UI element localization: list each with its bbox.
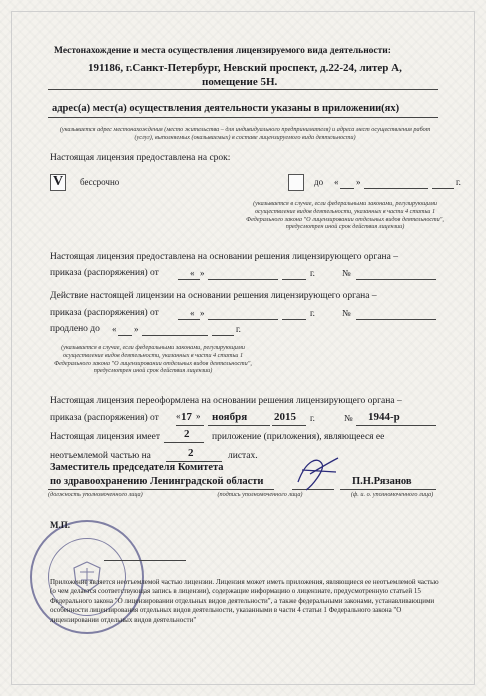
signer-name: П.Н.Рязанов: [352, 476, 412, 487]
reissued-day-line: [176, 425, 204, 426]
granted-quote-open: «: [190, 268, 195, 278]
reissued-order-label: приказа (распоряжения) от: [50, 413, 159, 423]
reissued-month: ноября: [212, 411, 248, 423]
address-line-1: 191186, г.Санкт-Петербург, Невский проспект, д.22-24, литер А,: [88, 62, 402, 74]
granted-month-line: [208, 279, 278, 280]
extended-quote-close: »: [200, 308, 205, 318]
address-note: адрес(а) мест(а) осуществления деятельности указаны в приложении(ях): [52, 103, 400, 114]
until-year-line: [432, 188, 454, 189]
extended-caption: (указывается в случае, если федеральными законами, регулирующими осуществление видов деятельности, указанных в части 4 статьи 1 Федерального закона "О лицензировании отдельных видов деятельности", предусмотрен иной срок действия лицензии): [54, 344, 252, 375]
appendix-sheets: 2: [188, 447, 194, 459]
extended-until-day-line: [118, 335, 132, 336]
signer-position-line-1: Заместитель председателя Комитета: [50, 462, 224, 473]
caption-signature: (подпись уполномоченного лица): [217, 491, 303, 498]
signer-name-line: [340, 489, 436, 490]
until-checkbox: [288, 174, 304, 191]
extended-order-label: приказа (распоряжения) от: [50, 308, 159, 318]
extended-line: Действие настоящей лицензии на основании решения лицензирующего органа –: [50, 291, 377, 301]
appendix-count-line: [164, 442, 204, 443]
until-year-suffix: г.: [456, 177, 461, 187]
handwritten-signature: [292, 452, 342, 494]
extended-until-quote-close: »: [134, 324, 139, 334]
mp-label: М.П.: [50, 520, 70, 530]
until-caption: (указывается в случае, если федеральными законами, регулирующими осуществление видов деятельности, указанных в части 4 статьи 1 Федерального закона "О лицензировании отдельных видов деятельности", предусмотрен иной срок действия лицензии): [246, 200, 444, 231]
extended-year-suffix: г.: [310, 308, 315, 318]
extended-until-year-suffix: г.: [236, 324, 241, 334]
reissued-line: Настоящая лицензия переоформлена на основании решения лицензирующего органа –: [50, 396, 402, 406]
until-day-line: [340, 188, 354, 189]
granted-quote-close: »: [200, 268, 205, 278]
term-label: Настоящая лицензия предоставлена на срок:: [50, 153, 231, 163]
extended-number-sign: №: [342, 308, 351, 318]
extended-day-line: [178, 319, 200, 320]
extended-number-line: [356, 319, 436, 320]
extended-until-year-line: [212, 335, 234, 336]
extended-until-month-line: [142, 335, 208, 336]
until-label: до: [314, 177, 324, 187]
caption-position: (должность уполномоченного лица): [48, 491, 143, 498]
extended-until-label: продлено до: [50, 324, 100, 334]
extended-month-line: [208, 319, 278, 320]
reissued-year-suffix: г.: [310, 413, 315, 423]
appendix-integral-label: неотъемлемой частью на: [50, 451, 151, 461]
until-month-line: [364, 188, 428, 189]
signer-position-line-2: по здравоохранению Ленинградской области: [50, 476, 264, 487]
extended-year-line: [282, 319, 306, 320]
appendix-label: приложение (приложения), являющееся ее: [212, 432, 385, 442]
address-caption: (указывается адрес местонахождения (место жительства – для индивидуального предпринимателя) и адреса мест осуществления работ (услуг), выполняемых (оказываемых) в составе лицензируемого вида деятельности): [59, 126, 431, 141]
address-note-underline: [48, 117, 438, 118]
appendix-count: 2: [184, 428, 190, 440]
indefinite-checkbox: [50, 174, 66, 191]
granted-number-sign: №: [342, 268, 351, 278]
reissued-year: 2015: [274, 411, 296, 423]
granted-year-suffix: г.: [310, 268, 315, 278]
footer-note: Приложение является неотъемлемой частью лицензии. Лицензия может иметь приложения, являющиеся ее неотъемлемой частью (о чем делается соответствующая запись в лицензии), содержащие информацию о лицензиате, предусмотренную статьей 15 Федерального закона "О лицензировании отдельных видов деятельности", а также федеральными законами, устанавливающими особенности лицензирования отдельных видов деятельности, указанными в части 4 статьи 1 Федерального закона "О лицензировании отдельных видов деятельности": [50, 578, 439, 624]
extended-quote-open: «: [190, 308, 195, 318]
extended-until-quote-open: «: [112, 324, 117, 334]
place-title: Местонахождение и места осуществления лицензируемого вида деятельности:: [54, 46, 391, 56]
reissued-quote-close: »: [196, 411, 201, 421]
reissued-year-line: [272, 425, 306, 426]
granted-year-line: [282, 279, 306, 280]
reissued-number-line: [356, 425, 436, 426]
granted-line: Настоящая лицензия предоставлена на основании решения лицензирующего органа –: [50, 252, 398, 262]
indefinite-check-mark: V: [52, 174, 64, 189]
address-line-2: помещение 5Н.: [202, 76, 278, 88]
appendix-sheets-label: листах.: [228, 451, 258, 461]
granted-order-label: приказа (распоряжения) от: [50, 268, 159, 278]
reissued-month-line: [208, 425, 270, 426]
reissued-number: 1944-р: [368, 411, 400, 423]
caption-name: (ф. и. о. уполномоченного лица): [350, 491, 434, 498]
stamp-area-line: [104, 560, 186, 561]
appendix-has-label: Настоящая лицензия имеет: [50, 432, 161, 442]
signer-position-line: [48, 489, 274, 490]
until-quote-close: »: [356, 177, 361, 187]
reissued-day: 17: [181, 411, 192, 423]
reissued-number-sign: №: [344, 413, 353, 423]
until-quote-open: «: [334, 177, 339, 187]
granted-number-line: [356, 279, 436, 280]
reissued-quote-open: «: [176, 411, 181, 421]
granted-day-line: [178, 279, 200, 280]
address-underline: [48, 89, 438, 90]
indefinite-label: бессрочно: [80, 177, 120, 187]
